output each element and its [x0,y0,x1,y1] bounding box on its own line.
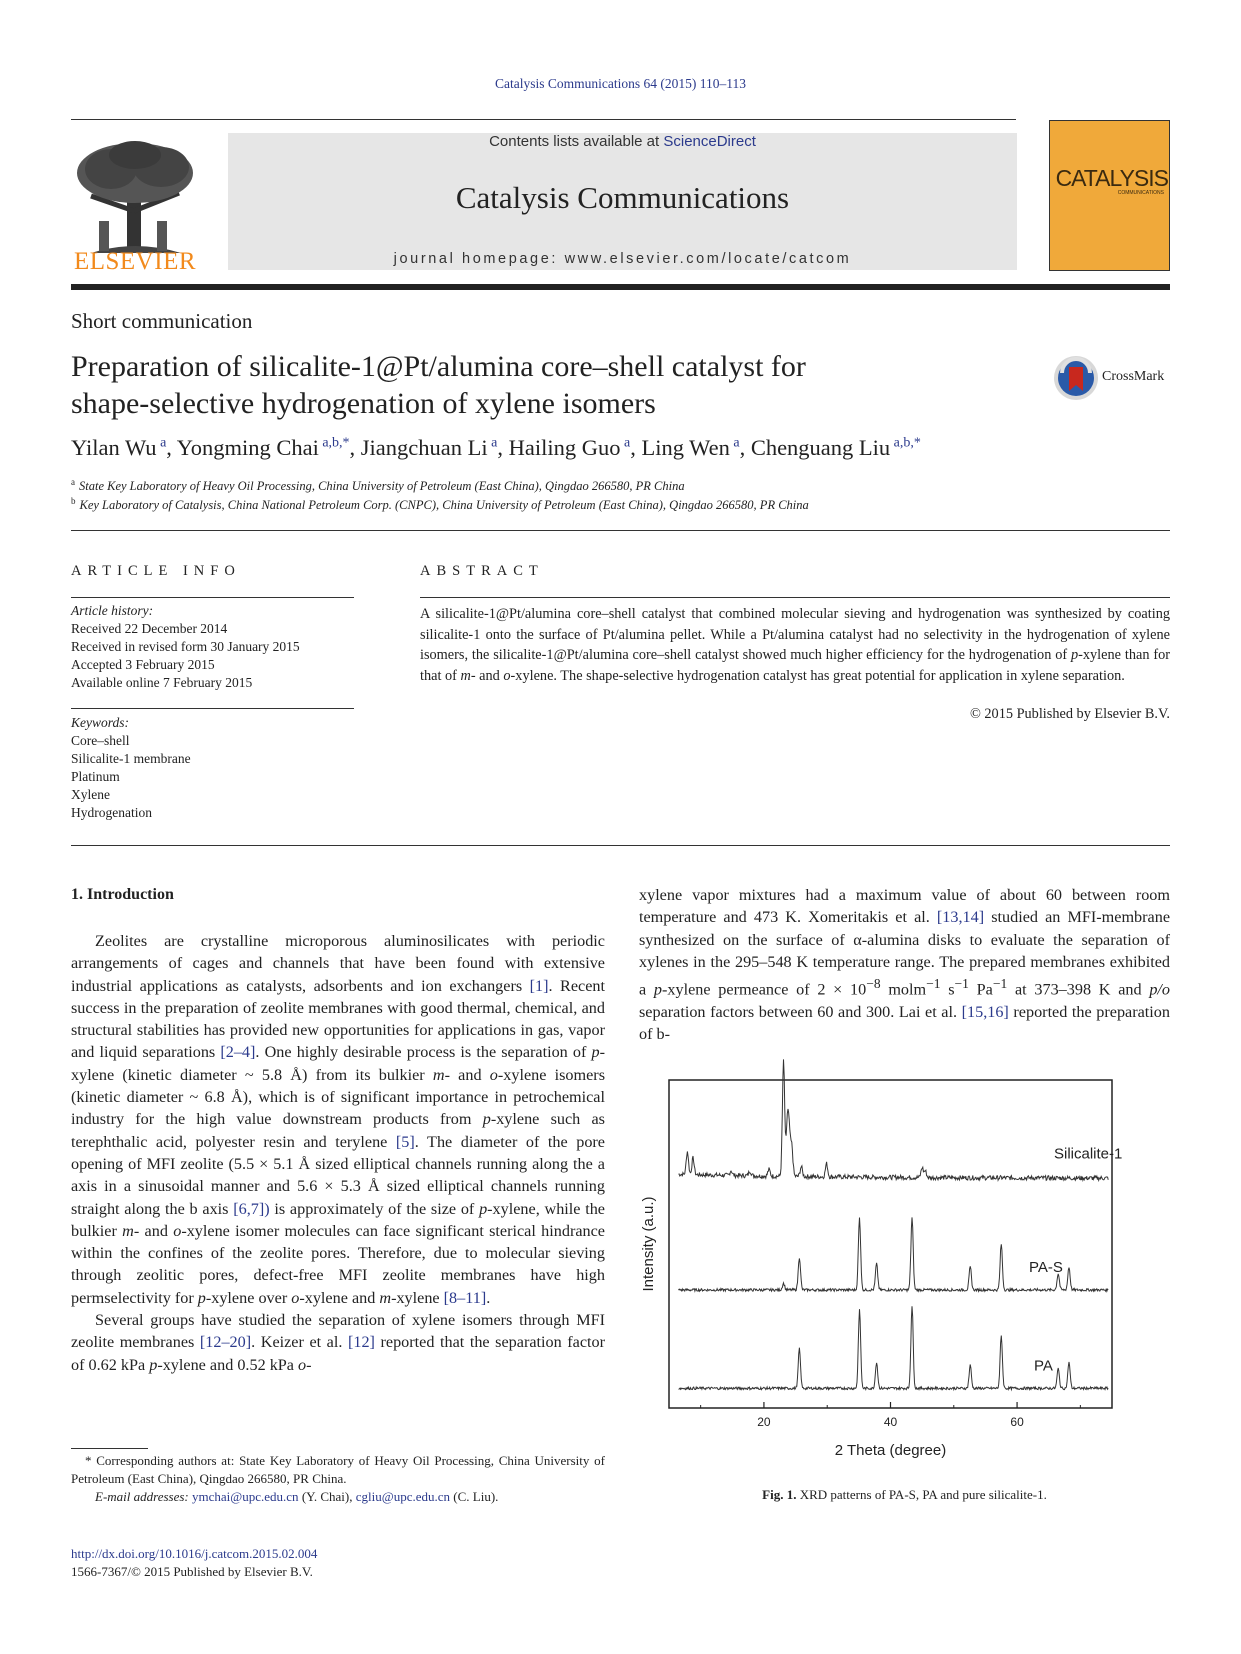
author-name[interactable]: Ling Wen [641,435,730,460]
series-label: Silicalite-1 [1054,1145,1123,1163]
series-line-pa-s [679,1217,1109,1291]
affiliation-b: $^b$ Key Laboratory of Catalysis, China National Petroleum Corp. (CNPC), China University of Petroleum (East China), Qingdao 266580, PR China [71,496,809,513]
x-tick-label: 40 [883,1415,898,1429]
left-column [71,930,605,1376]
abstract-copyright: © 2015 Published by Elsevier B.V. [969,706,1170,722]
author-affiliation-marker[interactable]: a [487,435,498,451]
title-line-2: shape-selective hydrogenation of xylene isomers [71,387,656,420]
keyword: Core–shell [71,733,130,748]
crossmark-label[interactable]: CrossMark [1102,369,1165,384]
author-affiliation-marker[interactable]: a [729,435,740,451]
author-name[interactable]: Jiangchuan Li [360,435,488,460]
issn-line: 1566-7367/© 2015 Published by Elsevier B.V. [71,1564,313,1579]
citation-link[interactable]: [12–20] [199,1333,252,1352]
contents-prefix: Contents lists available at [489,133,664,150]
author-name[interactable]: Hailing Guo [508,435,621,460]
introduction-heading: 1. Introduction [71,886,174,903]
keywords [71,714,354,822]
body-rule [71,845,1170,846]
x-tick-label: 20 [757,1415,771,1429]
info-rule [71,597,354,598]
section-rule [71,530,1170,531]
intro-paragraph-3: xylene vapor mixtures had a maximum value of about 60 between room temperature and 473 K. Xomeritakis et al. [13,14] studied an MFI-membrane synthesized on the surface of α-alumina disks to evaluate the separation of xylenes in the 295–548 K temperature range. The prepared membranes exhibited a p-xylene permeance of $2 \times 10^{-8}$ molm$^{-1}$ $s^{-1}$ $Pa^{-1}$ at 373–398 K and p/o separation factors between 60 and 300. Lai et al. [15,16] reported the preparation of b- [639,886,1171,1044]
abstract-heading: ABSTRACT [420,563,544,579]
author-name[interactable]: Yilan Wu [71,435,157,460]
keywords-label: Keywords: [71,715,129,730]
x-axis-label: 2 Theta (degree) [834,1442,947,1459]
history-received: Received 22 December 2014 [71,621,228,636]
keyword: Silicalite-1 membrane [71,751,191,766]
keyword: Hydrogenation [71,805,152,820]
publisher-logo-text: ELSEVIER [73,248,197,275]
email-link-chai[interactable]: ymchai@upc.edu.cn [192,1489,299,1504]
citation-link[interactable]: [5] [395,1132,415,1151]
doi-link[interactable]: http://dx.doi.org/10.1016/j.catcom.2015.02.004 [71,1546,318,1561]
footnote-text: * Corresponding authors at: State Key Laboratory of Heavy Oil Processing, China University of Petroleum (East China), Qingdao 266580, PR China. [71,1453,605,1486]
author-list: Yilan Wu $^a$, Yongming Chai $^{a,b,*}$, Jiangchuan Li $^a$, Hailing Guo $^a$, Ling Wen $^a$, Chenguang Liu $^{a,b,*}$ [71,435,921,460]
intro-paragraph-1: Zeolites are crystalline microporous aluminosilicates with periodic arrangements of cages and channels that have been found with extensive industrial applications as catalysts, adsorbents and ion exchangers [1]. Recent success in the preparation of zeolite membranes with good thermal, chemical, and structural stabilities has provided new opportunities for applications in gas, vapor and liquid separations [2–4]. One highly desirable process is the separation of p-xylene (kinetic diameter ~ 5.8 Å) from its bulkier m- and o-xylene isomers (kinetic diameter ~ 6.8 Å), which is of significant importance in petrochemical industry for the high value downstream products from p-xylene such as terephthalic acid, polyester resin and terylene [5]. The diameter of the pore opening of MFI zeolite (5.5 × 5.1 Å sized elliptical channels running along the a axis in a sinusoidal manner and 5.6 × 5.3 Å sized elliptical channels running straight along the b axis [6,7]) is approximately of the size of p-xylene, while the bulkier m- and o-xylene isomer molecules can face significant sterical hindrance within the confines of the zeolite pores. Therefore, due to molecular sieving through zeolitic pores, defect-free MFI zeolite membranes have high permselectivity for p-xylene over o-xylene and m-xylene [8–11]. [71,932,606,1307]
author-affiliation-marker[interactable]: a,b,* [318,435,350,451]
right-column [639,884,1170,1045]
title-line-1: Preparation of silicalite-1@Pt/alumina core–shell catalyst for [71,350,806,383]
author-affiliation-marker[interactable]: a,b,* [890,435,921,451]
author-affiliation-marker[interactable]: a [156,435,167,451]
crossmark-icon[interactable] [1053,355,1099,401]
header-rule [71,119,1016,120]
xrd-chart [640,1070,1169,1470]
author-name[interactable]: Yongming Chai [176,435,319,460]
abstract-text: A silicalite-1@Pt/alumina core–shell catalyst that combined molecular sieving and hydrogenation was synthesized by coating silicalite-1 onto the surface of Pt/alumina pellet. While a Pt/alumina catalyst had no selectivity in the hydrogenation of xylene isomers, the silicalite-1@Pt/alumina core–shell catalyst showed much higher efficiency for the hydrogenation of p-xylene than for that of m- and o-xylene. The shape-selective hydrogenation catalyst has great potential for application in xylene separation. [420,606,1170,684]
keyword: Xylene [71,787,110,802]
article-history [71,602,354,692]
citation-link[interactable]: [8–11] [443,1288,487,1307]
intro-paragraph-2: Several groups have studied the separation of xylene isomers through MFI zeolite membranes [12–20]. Keizer et al. [12] reported that the separation factor of 0.62 kPa p-xylene and 0.52 kPa o- [71,1311,605,1374]
history-accepted: Accepted 3 February 2015 [71,657,215,672]
contents-line [228,133,1017,150]
figure-caption: Fig. 1. XRD patterns of PA-S, PA and pure silicalite-1. [762,1487,1047,1502]
history-revised: Received in revised form 30 January 2015 [71,639,300,654]
x-tick-label: 60 [1010,1415,1024,1429]
article-title [71,348,911,422]
abstract-rule [420,597,1170,598]
citation-link[interactable]: [1] [529,976,549,995]
corresponding-author-footnote: * Corresponding authors at: State Key Laboratory of Heavy Oil Processing, China University of Petroleum (East China), Qingdao 266580, PR China. E-mail addresses: ymchai@upc.edu.cn (Y. Chai), cgliu@upc.edu.cn (C. Liu). [71,1453,605,1504]
y-axis-label: Intensity (a.u.) [640,1196,657,1292]
series-line-silicalite-1 [679,1059,1109,1180]
email-link-liu[interactable]: cgliu@upc.edu.cn [355,1489,451,1504]
header-thick-rule [71,284,1170,290]
footnote-rule [71,1448,148,1449]
journal-reference[interactable]: Catalysis Communications 64 (2015) 110–113 [495,76,746,91]
article-type: Short communication [71,309,253,333]
citation-link[interactable]: [15,16] [961,1002,1009,1021]
affiliation-a: $^a$ State Key Laboratory of Heavy Oil Processing, China University of Petroleum (East China), Qingdao 266580, PR China [71,477,685,494]
citation-link[interactable]: [2–4] [220,1043,256,1062]
cover-subtitle: COMMUNICATIONS [1117,190,1164,196]
article-info-heading: ARTICLE INFO [71,563,241,579]
cover-title: CATALYSIS [1055,165,1168,191]
keyword: Platinum [71,769,120,784]
sciencedirect-link[interactable]: ScienceDirect [663,133,756,150]
journal-homepage-link[interactable]: journal homepage: www.elsevier.com/locate/catcom [393,251,852,267]
series-label: PA-S [1029,1258,1063,1276]
author-name[interactable]: Chenguang Liu [750,435,891,460]
series-label: PA [1034,1357,1053,1375]
series-line-pa [679,1306,1109,1389]
author-affiliation-marker[interactable]: a [620,435,631,451]
history-label: Article history: [71,603,154,618]
journal-title: Catalysis Communications [455,180,790,215]
citation-link[interactable]: [13,14] [936,908,985,927]
info-rule-2 [71,708,354,709]
history-online: Available online 7 February 2015 [71,675,253,690]
citation-link[interactable]: [12] [347,1333,375,1352]
citation-link[interactable]: [6,7]) [233,1199,270,1218]
